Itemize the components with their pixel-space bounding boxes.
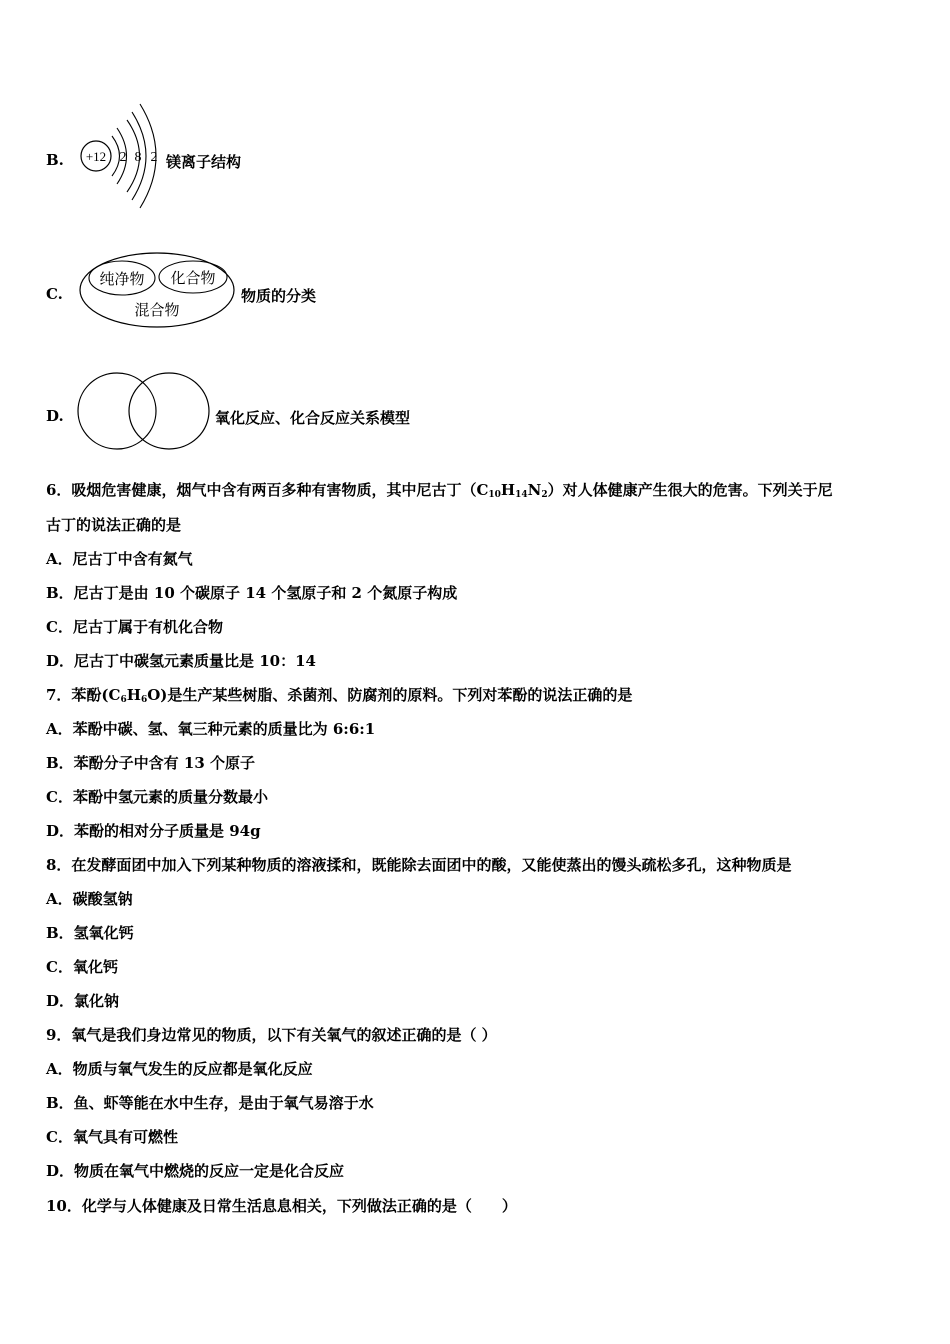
q9-option-c: C．氧气具有可燃性 (46, 1128, 178, 1146)
q7-option-d: D．苯酚的相对分子质量是 94g (46, 822, 261, 840)
option-d-label: D. (46, 407, 64, 425)
option-b-label: B. (46, 151, 64, 169)
q7-option-b: B．苯酚分子中含有 13 个原子 (46, 754, 255, 772)
nucleus-charge: +12 (85, 149, 107, 164)
q6-option-c: C．尼古丁属于有机化合物 (46, 618, 223, 636)
mg-ion-structure-diagram (72, 100, 167, 212)
q10-stem: 10．化学与人体健康及日常生活息息相关，下列做法正确的是（ ） (46, 1197, 517, 1215)
venn-circle-left (78, 373, 156, 449)
q8-option-d: D．氯化钠 (46, 992, 120, 1010)
q7-option-a: A．苯酚中碳、氢、氧三种元素的质量比为 6:6:1 (46, 720, 376, 738)
q7-stem: 7．苯酚$(C_6H_6O)$是生产某些树脂、杀菌剂、防腐剂的原料。下列对苯酚的说法正确的是 (46, 686, 633, 705)
q8-option-b: B．氢氧化钙 (46, 924, 134, 942)
q6-stem-line1: 6．吸烟危害健康，烟气中含有两百多种有害物质，其中尼古丁$(C_{10}H_{14}N_2)$对人体健康产生很大的危害。下列关于尼 (46, 481, 833, 500)
inner-left-text: 纯净物 (99, 270, 145, 288)
venn-circle-right (129, 373, 209, 449)
q8-stem: 8．在发酵面团中加入下列某种物质的溶液揉和，既能除去面团中的酸，又能使蒸出的馒头疏松多孔，这种物质是 (46, 856, 792, 874)
option-d-caption: 氧化反应、化合反应关系模型 (215, 409, 411, 427)
q9-option-b: B．鱼、虾等能在水中生存，是由于氧气易溶于水 (46, 1094, 374, 1112)
q9-option-d: D．物质在氧气中燃烧的反应一定是化合反应 (46, 1162, 345, 1180)
option-c-caption: 物质的分类 (241, 287, 317, 305)
q8-option-a: A．碳酸氢钠 (46, 890, 133, 908)
q9-stem: 9．氧气是我们身边常见的物质，以下有关氧气的叙述正确的是（ ） (46, 1026, 497, 1044)
q6-option-a: A．尼古丁中含有氮气 (46, 550, 193, 568)
shell-count-2: 8 (134, 150, 142, 165)
shell-arc-1 (112, 136, 120, 176)
inner-right-text: 化合物 (170, 269, 216, 287)
shell-count-1: 2 (119, 150, 127, 165)
q7-option-c: C．苯酚中氢元素的质量分数最小 (46, 788, 268, 806)
option-b-caption: 镁离子结构 (166, 153, 242, 171)
shell-count-3: 2 (150, 150, 158, 165)
outer-text: 混合物 (134, 301, 180, 319)
q8-option-c: C．氧化钙 (46, 958, 118, 976)
matter-classification-diagram (78, 250, 238, 330)
option-c-label: C. (46, 285, 63, 303)
q6-option-d: D．尼古丁中碳氢元素质量比是 10：14 (46, 652, 316, 670)
q6-stem-line2: 古丁的说法正确的是 (46, 516, 182, 534)
q6-option-b: B．尼古丁是由 10 个碳原子 14 个氢原子和 2 个氮原子构成 (46, 584, 458, 602)
q9-option-a: A．物质与氧气发生的反应都是氧化反应 (46, 1060, 313, 1078)
reaction-venn-diagram (76, 370, 212, 452)
